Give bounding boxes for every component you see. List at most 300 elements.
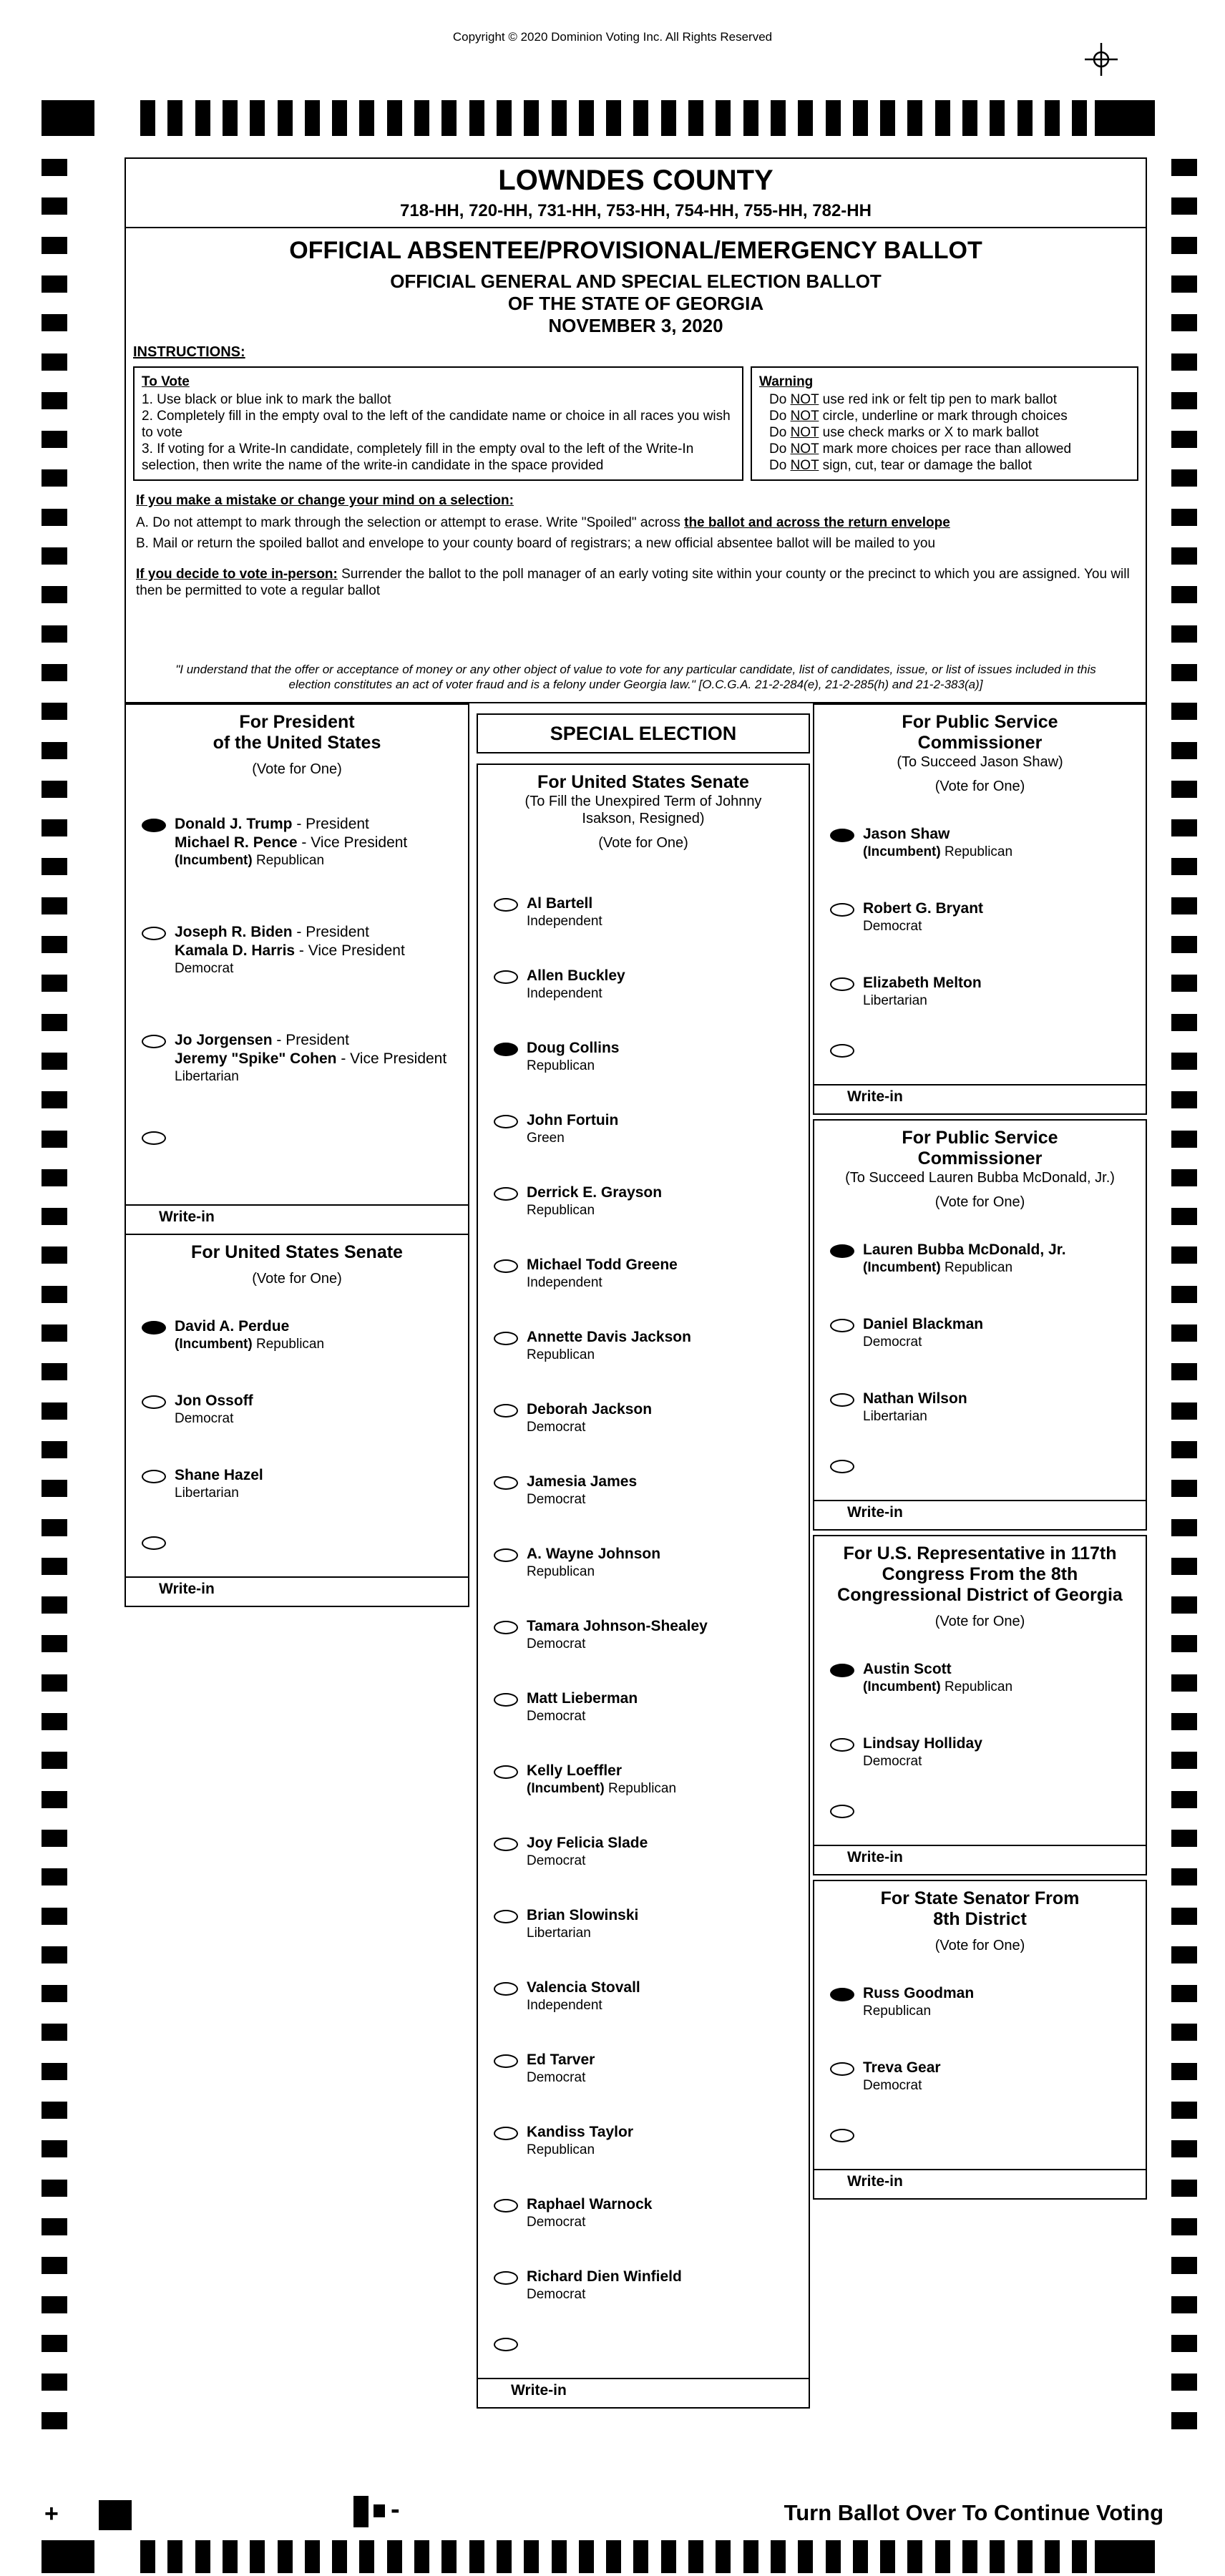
- write-in-oval[interactable]: [830, 2129, 854, 2142]
- write-in-oval[interactable]: [142, 1131, 166, 1145]
- candidate-name-bold: Treva Gear: [863, 2059, 941, 2076]
- contest-title: Commissioner: [917, 1148, 1043, 1169]
- mistake-emphasis: the ballot and across the return envelope: [684, 515, 950, 530]
- candidate-party: Republican: [527, 1564, 595, 1579]
- candidate-party: Democrat: [527, 1636, 586, 1652]
- timing-mark: [42, 1053, 67, 1070]
- candidate-name: [863, 1241, 1066, 1259]
- vote-oval[interactable]: [494, 2271, 518, 2285]
- filled-vote-oval[interactable]: [142, 819, 166, 832]
- timing-mark: [42, 547, 67, 565]
- warning-instruction: Do NOT mark more choices per race than allowed: [769, 441, 1072, 457]
- timing-mark: [579, 100, 594, 136]
- candidate-text: [527, 1545, 660, 1580]
- candidate-party: Democrat: [175, 961, 234, 976]
- candidate-name-bold: Donald J. Trump: [175, 816, 293, 832]
- timing-mark: [42, 2218, 67, 2235]
- candidate-name: [527, 1762, 676, 1780]
- candidate-row: [814, 1660, 1146, 1695]
- timing-mark: [42, 1791, 67, 1808]
- timing-mark: [42, 625, 67, 643]
- vote-oval[interactable]: [494, 1476, 518, 1490]
- timing-mark: [42, 509, 67, 526]
- timing-mark: [1171, 469, 1197, 487]
- vote-oval[interactable]: [494, 1332, 518, 1345]
- candidate-name-bold: Michael R. Pence: [175, 834, 298, 851]
- candidate-text: [863, 1390, 967, 1425]
- vote-oval[interactable]: [494, 1404, 518, 1418]
- timing-mark: [1171, 2140, 1197, 2157]
- candidate-name-bold: Matt Lieberman: [527, 1690, 638, 1707]
- candidate-name: [527, 1111, 618, 1130]
- candidate-party: Democrat: [527, 1709, 586, 1724]
- write-in-oval-row: [814, 1801, 1146, 1822]
- candidate-name: [527, 1039, 620, 1058]
- write-in-oval[interactable]: [494, 2338, 518, 2351]
- candidate-row: [814, 899, 1146, 935]
- timing-mark: [1171, 197, 1197, 215]
- candidate-name-bold: Joy Felicia Slade: [527, 1835, 648, 1851]
- candidate-text: [175, 1466, 263, 1501]
- candidate-party: Republican: [863, 2004, 932, 2019]
- write-in-oval[interactable]: [142, 1536, 166, 1550]
- timing-mark: [771, 2540, 786, 2573]
- contest-subtitle: (To Fill the Unexpired Term of Johnny: [524, 794, 762, 809]
- timing-mark: [1017, 2540, 1033, 2573]
- write-in-section: [814, 1084, 1146, 1113]
- contest-title: For Public Service: [902, 1128, 1058, 1148]
- timing-mark: [42, 1286, 67, 1303]
- write-in-label: Write-in: [847, 1088, 903, 1105]
- vote-for-instruction: (Vote for One): [934, 779, 1025, 794]
- timing-mark: [1171, 159, 1197, 176]
- candidate-party: Republican: [527, 2142, 595, 2157]
- candidate-list: [126, 778, 468, 1148]
- timing-mark: [1171, 2335, 1197, 2352]
- candidate-text: [527, 1834, 648, 1869]
- vote-oval[interactable]: [494, 2054, 518, 2068]
- timing-mark: [633, 2540, 648, 2573]
- timing-mark: [1095, 2540, 1155, 2573]
- contest-title: of the United States: [213, 733, 381, 753]
- timing-mark: [42, 197, 67, 215]
- timing-mark: [907, 100, 922, 136]
- candidate-party: Libertarian: [527, 1926, 591, 1941]
- candidate-name: [175, 1031, 446, 1050]
- filled-vote-oval[interactable]: [830, 1988, 854, 2001]
- candidate-name: [527, 2195, 652, 2214]
- contest-subtitle: (To Succeed Lauren Bubba McDonald, Jr.): [845, 1170, 1115, 1186]
- candidate-name-suffix: - President: [292, 924, 369, 940]
- timing-mark: [42, 781, 67, 798]
- candidate-name: [527, 2268, 682, 2286]
- warning-instruction: Do NOT use check marks or X to mark ballot: [769, 425, 1039, 440]
- incumbent-label: (Incumbent): [175, 1337, 256, 1352]
- vote-oval[interactable]: [142, 1035, 166, 1048]
- timing-mark: [524, 100, 539, 136]
- candidate-name-suffix: - Vice President: [297, 834, 408, 851]
- instructions-heading: INSTRUCTIONS:: [133, 344, 245, 360]
- timing-mark: [140, 100, 155, 136]
- candidate-name: [175, 1466, 263, 1485]
- timing-mark: [42, 1363, 67, 1380]
- vote-oval[interactable]: [494, 1982, 518, 1996]
- candidate-name-bold: Allen Buckley: [527, 967, 625, 984]
- timing-mark: [42, 1635, 67, 1652]
- timing-mark: [1045, 100, 1060, 136]
- candidate-party: Independent: [527, 914, 602, 929]
- candidate-row: [478, 1256, 809, 1291]
- candidate-name-bold: Raphael Warnock: [527, 2196, 653, 2212]
- write-in-oval[interactable]: [830, 1805, 854, 1818]
- candidate-party: Republican: [527, 1058, 595, 1073]
- write-in-label: Write-in: [847, 1849, 903, 1865]
- candidate-row: [478, 1906, 809, 1941]
- candidate-name-bold: Brian Slowinski: [527, 1907, 639, 1923]
- candidate-name: [175, 1317, 324, 1336]
- candidate-name-bold: Doug Collins: [527, 1040, 620, 1056]
- write-in-oval[interactable]: [830, 1460, 854, 1473]
- candidate-party: Democrat: [527, 2287, 586, 2302]
- timing-mark: [880, 100, 895, 136]
- not-emphasis: NOT: [790, 458, 819, 473]
- contest-box: [813, 1880, 1147, 2200]
- fraud-notice: "I understand that the offer or acceptance of money or any other object of value to vote for any particular candidate, list of candidates, issue, or list of issues included in this election constitutes an act of voter fraud and is a felony under Georgia law." [O.C.G.A. 21-2-284(e), 21-2-285(h) and 21-2-383(a)]: [175, 663, 1096, 691]
- candidate-text: [527, 1400, 652, 1435]
- vote-oval[interactable]: [494, 1621, 518, 1634]
- candidate-row: [814, 1315, 1146, 1350]
- contest-title: Commissioner: [917, 733, 1043, 753]
- timing-mark: [1171, 936, 1197, 953]
- candidate-name: [175, 1050, 446, 1068]
- candidate-row: [478, 1979, 809, 2014]
- candidate-text: [527, 1906, 638, 1941]
- candidate-text: [527, 1473, 637, 1508]
- timing-mark: [1045, 2540, 1060, 2573]
- timing-mark: [1171, 1908, 1197, 1925]
- candidate-name-bold: Elizabeth Melton: [863, 975, 982, 991]
- candidate-name: [527, 894, 602, 913]
- filled-vote-oval[interactable]: [830, 1244, 854, 1258]
- candidate-name: [863, 1984, 974, 2003]
- timing-mark: [441, 2540, 457, 2573]
- timing-mark: [223, 100, 238, 136]
- vote-oval[interactable]: [494, 1838, 518, 1851]
- candidate-name: [527, 1184, 662, 1202]
- vote-oval[interactable]: [830, 977, 854, 991]
- candidate-row: [478, 1689, 809, 1724]
- candidate-name-suffix: - President: [292, 816, 369, 832]
- write-in-section: [814, 1500, 1146, 1529]
- candidate-row: [126, 1392, 468, 1427]
- vote-oval[interactable]: [142, 927, 166, 940]
- candidate-text: [863, 1241, 1066, 1276]
- timing-mark: [1171, 1480, 1197, 1497]
- to-vote-title: To Vote: [142, 374, 190, 389]
- timing-mark: [42, 2180, 67, 2197]
- candidate-party: Libertarian: [863, 993, 927, 1008]
- vote-oval[interactable]: [494, 2199, 518, 2212]
- candidate-name-bold: Tamara Johnson-Shealey: [527, 1618, 708, 1634]
- candidate-name-bold: Al Bartell: [527, 895, 593, 912]
- write-in-oval-row: [478, 2334, 809, 2355]
- timing-mark: [1171, 858, 1197, 875]
- candidate-text: [527, 2195, 652, 2230]
- timing-mark: [359, 100, 374, 136]
- contest-box: [125, 703, 469, 1235]
- timing-mark: [387, 2540, 402, 2573]
- vote-oval[interactable]: [494, 898, 518, 912]
- mistake-item-b: B. Mail or return the spoiled ballot and envelope to your county board of registrars; a new official absentee ballot will be mailed to you: [136, 536, 936, 551]
- timing-mark: [42, 1868, 67, 1885]
- timing-mark: [1171, 1091, 1197, 1108]
- timing-mark: [42, 975, 67, 992]
- candidate-name: [527, 1617, 708, 1636]
- candidate-party: Independent: [527, 1998, 602, 2013]
- timing-mark: [716, 100, 731, 136]
- not-emphasis: NOT: [790, 392, 819, 407]
- candidate-name-bold: Jamesia James: [527, 1473, 638, 1490]
- contest-header: [814, 1536, 1146, 1630]
- candidate-row: [478, 2051, 809, 2086]
- timing-mark: [1171, 1169, 1197, 1186]
- candidate-text: [527, 1328, 691, 1363]
- timing-mark: [250, 2540, 265, 2573]
- timing-mark: [716, 2540, 731, 2573]
- timing-mark: [688, 2540, 703, 2573]
- timing-mark: [42, 703, 67, 720]
- timing-mark: [1171, 1596, 1197, 1614]
- not-emphasis: NOT: [790, 441, 819, 457]
- timing-mark: [1171, 1208, 1197, 1225]
- vote-oval[interactable]: [494, 1187, 518, 1201]
- timing-mark: [1171, 1441, 1197, 1458]
- timing-mark: [743, 100, 758, 136]
- vote-oval[interactable]: [142, 1395, 166, 1409]
- vote-oval[interactable]: [494, 1910, 518, 1923]
- candidate-name: [863, 2059, 941, 2077]
- candidate-row: [478, 1545, 809, 1580]
- instructions-row: [126, 366, 1146, 481]
- candidate-name-suffix: - President: [272, 1032, 349, 1048]
- to-vote-instruction: 1. Use black or blue ink to mark the ballot: [142, 392, 391, 407]
- candidate-party: Republican: [527, 1347, 595, 1362]
- timing-mark: [1171, 431, 1197, 448]
- timing-mark: [1171, 1558, 1197, 1575]
- write-in-section: [126, 1576, 468, 1606]
- timing-mark: [1171, 819, 1197, 836]
- timing-mark: [1171, 1752, 1197, 1769]
- candidate-name: [863, 974, 982, 992]
- candidate-row: [478, 1762, 809, 1797]
- write-in-label: Write-in: [159, 1209, 215, 1225]
- timing-mark: [1171, 1985, 1197, 2002]
- candidate-text: [863, 1660, 1012, 1695]
- timing-mark: [798, 2540, 813, 2573]
- warning-instruction: Do NOT circle, underline or mark through choices: [769, 409, 1068, 424]
- candidate-party: (Incumbent) Republican: [863, 844, 1013, 859]
- contest-box: [125, 1234, 469, 1607]
- candidate-row: [478, 1184, 809, 1219]
- candidate-party: Democrat: [527, 1420, 586, 1435]
- contest-title: For United States Senate: [537, 772, 749, 792]
- vote-oval[interactable]: [494, 1693, 518, 1707]
- timing-mark: [42, 2024, 67, 2041]
- candidate-text: [527, 967, 625, 1002]
- timing-mark: [42, 469, 67, 487]
- timing-mark: [332, 100, 347, 136]
- timing-mark: [1171, 586, 1197, 603]
- candidate-name: [527, 2123, 633, 2142]
- timing-mark: [42, 1131, 67, 1148]
- candidate-text: [527, 2051, 595, 2086]
- candidate-text: [863, 1984, 974, 2019]
- timing-mark: [1171, 237, 1197, 254]
- ballot-column-right: [813, 703, 1147, 2200]
- timing-mark: [1171, 1246, 1197, 1264]
- filled-vote-oval[interactable]: [830, 829, 854, 842]
- timing-mark: [853, 100, 868, 136]
- contest-header: [478, 765, 809, 852]
- candidate-row: [126, 923, 468, 977]
- candidate-party: Libertarian: [863, 1409, 927, 1424]
- timing-mark: [633, 100, 648, 136]
- timing-mark: [606, 100, 621, 136]
- timing-mark: [524, 2540, 539, 2573]
- filled-vote-oval[interactable]: [830, 1664, 854, 1677]
- timing-mark: [278, 100, 293, 136]
- candidate-row: [814, 1735, 1146, 1770]
- timing-mark: [42, 2140, 67, 2157]
- candidate-name: [527, 1979, 640, 1997]
- timing-mark: [1171, 1946, 1197, 1963]
- timing-mark: [1171, 1868, 1197, 1885]
- timing-mark: [140, 2540, 155, 2573]
- timing-mark: [42, 275, 67, 293]
- write-in-oval[interactable]: [830, 1044, 854, 1058]
- timing-mark: [353, 2496, 369, 2527]
- vote-oval[interactable]: [494, 1115, 518, 1128]
- timing-mark: [1171, 2373, 1197, 2391]
- mistake-instructions: [126, 481, 1146, 556]
- timing-mark: [42, 1246, 67, 1264]
- vote-oval[interactable]: [494, 970, 518, 984]
- timing-mark: [935, 100, 950, 136]
- timing-mark: [42, 1441, 67, 1458]
- candidate-text: [527, 1111, 618, 1146]
- vote-oval[interactable]: [830, 903, 854, 917]
- mistake-item-a: A. Do not attempt to mark through the selection or attempt to erase. Write "Spoiled" across the ballot and across the return envelope: [136, 515, 950, 530]
- timing-mark: [42, 1091, 67, 1108]
- timing-mark: [374, 2504, 385, 2517]
- timing-mark: [606, 2540, 621, 2573]
- candidate-text: [863, 1735, 982, 1770]
- candidate-name: [527, 1906, 638, 1925]
- vote-oval[interactable]: [494, 2127, 518, 2140]
- candidate-party: Democrat: [175, 1411, 234, 1426]
- candidate-name-bold: John Fortuin: [527, 1112, 619, 1128]
- candidate-list: [814, 1630, 1146, 1822]
- vote-oval[interactable]: [494, 1765, 518, 1779]
- plus-alignment-mark: +: [44, 2500, 59, 2527]
- timing-mark: [42, 314, 67, 331]
- filled-vote-oval[interactable]: [494, 1043, 518, 1056]
- timing-mark: [42, 1169, 67, 1186]
- candidate-text: [863, 899, 983, 935]
- candidate-name: [175, 834, 407, 852]
- candidate-name: [527, 967, 625, 985]
- timing-mark: [962, 2540, 977, 2573]
- to-vote-instruction: 3. If voting for a Write-In candidate, completely fill in the empty oval to the left of the Write-In selection, then write the name of the write-in candidate in the space provided: [142, 441, 694, 473]
- contest-subtitle: (To Succeed Jason Shaw): [897, 754, 1063, 770]
- timing-mark: [907, 2540, 922, 2573]
- contest-subtitle: Isakson, Resigned): [582, 811, 705, 826]
- timing-mark: [42, 1713, 67, 1730]
- vote-oval[interactable]: [830, 1319, 854, 1332]
- candidate-row: [478, 967, 809, 1002]
- candidate-row: [478, 1400, 809, 1435]
- vote-oval[interactable]: [830, 1738, 854, 1752]
- copyright-notice: Copyright © 2020 Dominion Voting Inc. All Rights Reserved: [452, 30, 773, 44]
- candidate-name: [863, 1390, 967, 1408]
- candidate-text: [175, 1392, 253, 1427]
- incumbent-label: (Incumbent): [527, 1781, 608, 1796]
- candidate-name-bold: Annette Davis Jackson: [527, 1329, 691, 1345]
- vote-oval[interactable]: [142, 1470, 166, 1483]
- candidate-name-bold: Derrick E. Grayson: [527, 1184, 663, 1201]
- timing-mark: [1171, 1791, 1197, 1808]
- timing-mark: [42, 1946, 67, 1963]
- candidate-list: [814, 1954, 1146, 2146]
- candidate-text: [527, 2123, 633, 2158]
- candidate-row: [814, 974, 1146, 1009]
- timing-mark: [250, 100, 265, 136]
- candidate-party: Libertarian: [175, 1069, 239, 1084]
- vote-oval[interactable]: [830, 2062, 854, 2076]
- timing-mark: [42, 1830, 67, 1847]
- timing-mark: [1095, 100, 1155, 136]
- timing-mark: [195, 100, 210, 136]
- candidate-party: Democrat: [863, 919, 922, 934]
- candidate-name: [527, 1328, 691, 1347]
- timing-mark: [42, 100, 94, 136]
- filled-vote-oval[interactable]: [142, 1321, 166, 1335]
- candidate-name-bold: Jon Ossoff: [175, 1392, 253, 1409]
- candidate-name: [527, 2051, 595, 2069]
- in-person-instructions: [126, 556, 1146, 599]
- timing-mark: [42, 2540, 94, 2573]
- candidate-name: [863, 825, 1012, 844]
- write-in-label: Write-in: [847, 2173, 903, 2190]
- write-in-oval-row: [814, 2125, 1146, 2146]
- vote-oval[interactable]: [494, 1548, 518, 1562]
- candidate-name-bold: Austin Scott: [863, 1661, 952, 1677]
- timing-mark: [42, 1480, 67, 1497]
- write-in-section: [478, 2378, 809, 2407]
- write-in-oval-row: [126, 1533, 468, 1553]
- timing-mark: [42, 392, 67, 409]
- candidate-text: [527, 1617, 708, 1652]
- candidate-row: [126, 815, 468, 869]
- vote-oval[interactable]: [830, 1393, 854, 1407]
- timing-mark: [1171, 1830, 1197, 1847]
- timing-mark: [42, 1402, 67, 1420]
- candidate-row: [814, 825, 1146, 860]
- contest-box: [813, 703, 1147, 1115]
- candidate-row: [814, 1984, 1146, 2019]
- vote-oval[interactable]: [494, 1259, 518, 1273]
- contest-title: For United States Senate: [191, 1242, 403, 1262]
